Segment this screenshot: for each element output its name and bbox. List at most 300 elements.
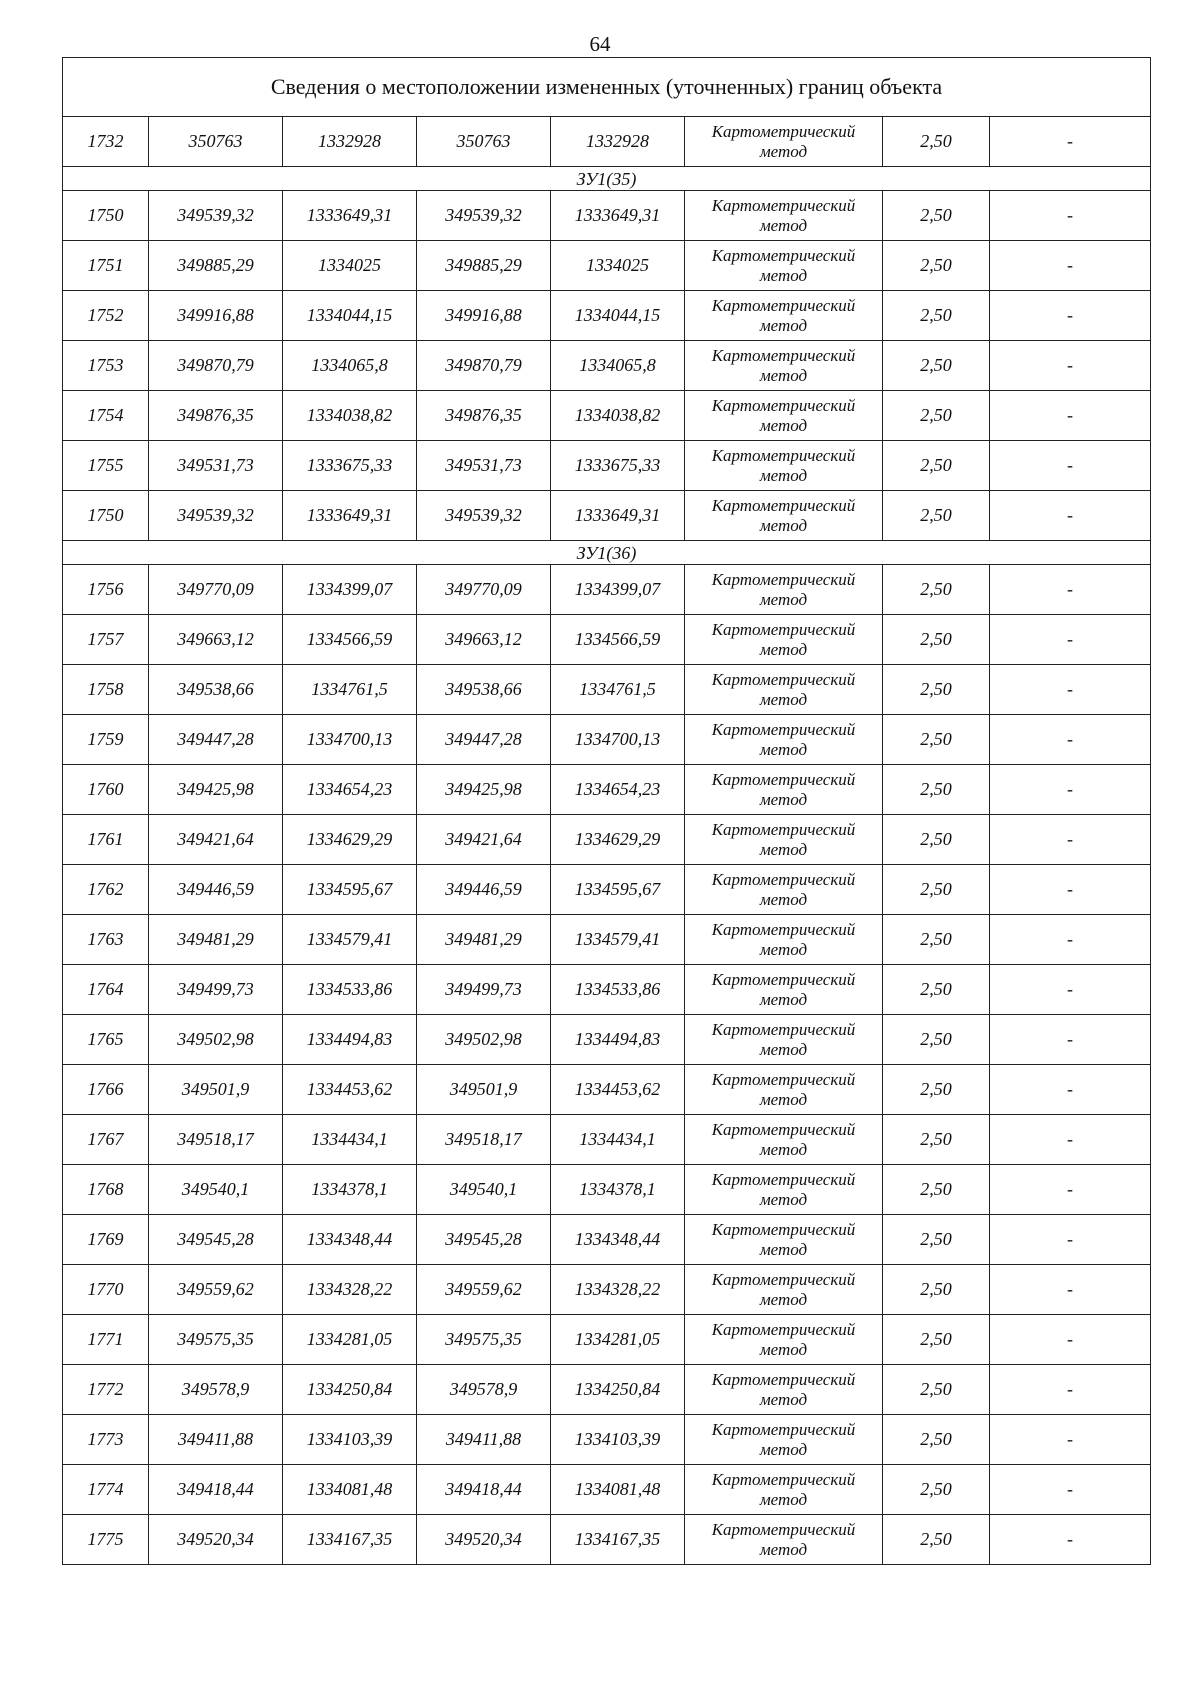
new-x-cell: 349885,29 xyxy=(417,241,551,291)
method-cell xyxy=(685,715,883,765)
table-row xyxy=(63,1415,1151,1465)
method-cell xyxy=(685,491,883,541)
description-cell: - xyxy=(990,865,1151,915)
point-number-cell: 1759 xyxy=(63,715,149,765)
new-x-cell: 349539,32 xyxy=(417,491,551,541)
new-x-cell: 350763 xyxy=(417,117,551,167)
new-x-cell: 349531,73 xyxy=(417,441,551,491)
old-y-cell: 1334533,86 xyxy=(283,965,417,1015)
method-cell xyxy=(685,117,883,167)
old-y-cell: 1334453,62 xyxy=(283,1065,417,1115)
new-y-cell: 1334453,62 xyxy=(551,1065,685,1115)
new-x-cell: 349520,34 xyxy=(417,1515,551,1565)
new-x-cell: 349446,59 xyxy=(417,865,551,915)
section-row xyxy=(63,167,1151,191)
accuracy-cell: 2,50 xyxy=(883,965,990,1015)
accuracy-cell: 2,50 xyxy=(883,715,990,765)
new-x-cell: 349870,79 xyxy=(417,341,551,391)
method-text-line: метод xyxy=(759,1289,808,1309)
method-text-line: метод xyxy=(759,265,808,285)
old-x-cell: 349499,73 xyxy=(149,965,283,1015)
old-y-cell: 1334065,8 xyxy=(283,341,417,391)
table-row xyxy=(63,1015,1151,1065)
point-number-cell: 1768 xyxy=(63,1165,149,1215)
method-text-line: Картометрический xyxy=(711,969,856,989)
method-cell xyxy=(685,1365,883,1415)
table-row xyxy=(63,615,1151,665)
old-y-cell: 1334566,59 xyxy=(283,615,417,665)
method-text-line: метод xyxy=(759,1489,808,1509)
description-cell: - xyxy=(990,815,1151,865)
method-text-line: Картометрический xyxy=(711,195,856,215)
table-row xyxy=(63,1065,1151,1115)
accuracy-cell: 2,50 xyxy=(883,1015,990,1065)
method-text-line: Картометрический xyxy=(711,819,856,839)
description-cell: - xyxy=(990,965,1151,1015)
new-x-cell: 349421,64 xyxy=(417,815,551,865)
page-number: 64 xyxy=(589,32,611,56)
point-number-cell: 1750 xyxy=(63,491,149,541)
method-text-line: метод xyxy=(759,839,808,859)
point-number-cell: 1761 xyxy=(63,815,149,865)
table-row xyxy=(63,965,1151,1015)
method-text-line: Картометрический xyxy=(711,919,856,939)
method-cell xyxy=(685,1165,883,1215)
new-x-cell: 349425,98 xyxy=(417,765,551,815)
description-cell: - xyxy=(990,291,1151,341)
accuracy-cell: 2,50 xyxy=(883,865,990,915)
old-y-cell: 1334399,07 xyxy=(283,565,417,615)
old-x-cell: 349916,88 xyxy=(149,291,283,341)
table-title-row xyxy=(63,58,1151,117)
new-x-cell: 349578,9 xyxy=(417,1365,551,1415)
method-text-line: метод xyxy=(759,639,808,659)
method-cell xyxy=(685,1315,883,1365)
table-row xyxy=(63,341,1151,391)
method-text-line: Картометрический xyxy=(711,345,856,365)
accuracy-cell: 2,50 xyxy=(883,117,990,167)
accuracy-cell: 2,50 xyxy=(883,1165,990,1215)
section-row xyxy=(63,541,1151,565)
table-row xyxy=(63,1315,1151,1365)
method-cell xyxy=(685,565,883,615)
description-cell: - xyxy=(990,1415,1151,1465)
old-y-cell: 1333649,31 xyxy=(283,191,417,241)
method-text-line: метод xyxy=(759,739,808,759)
description-cell: - xyxy=(990,241,1151,291)
description-cell: - xyxy=(990,1365,1151,1415)
accuracy-cell: 2,50 xyxy=(883,915,990,965)
method-text-line: Картометрический xyxy=(711,395,856,415)
method-cell xyxy=(685,1265,883,1315)
old-x-cell: 349876,35 xyxy=(149,391,283,441)
table-row xyxy=(63,1465,1151,1515)
method-text-line: метод xyxy=(759,365,808,385)
accuracy-cell: 2,50 xyxy=(883,1215,990,1265)
accuracy-cell: 2,50 xyxy=(883,765,990,815)
new-y-cell: 1334038,82 xyxy=(551,391,685,441)
table-row xyxy=(63,565,1151,615)
accuracy-cell: 2,50 xyxy=(883,1315,990,1365)
accuracy-cell: 2,50 xyxy=(883,665,990,715)
old-y-cell: 1334348,44 xyxy=(283,1215,417,1265)
old-x-cell: 349447,28 xyxy=(149,715,283,765)
method-cell xyxy=(685,1215,883,1265)
old-y-cell: 1334579,41 xyxy=(283,915,417,965)
old-x-cell: 349538,66 xyxy=(149,665,283,715)
method-text-line: метод xyxy=(759,215,808,235)
method-text-line: метод xyxy=(759,1389,808,1409)
new-y-cell: 1334025 xyxy=(551,241,685,291)
point-number-cell: 1770 xyxy=(63,1265,149,1315)
old-x-cell: 349575,35 xyxy=(149,1315,283,1365)
description-cell: - xyxy=(990,441,1151,491)
method-text-line: метод xyxy=(759,1139,808,1159)
old-y-cell: 1334025 xyxy=(283,241,417,291)
point-number-cell: 1753 xyxy=(63,341,149,391)
accuracy-cell: 2,50 xyxy=(883,291,990,341)
point-number-cell: 1750 xyxy=(63,191,149,241)
point-number-cell: 1774 xyxy=(63,1465,149,1515)
method-text-line: метод xyxy=(759,939,808,959)
new-y-cell: 1334103,39 xyxy=(551,1415,685,1465)
method-text-line: метод xyxy=(759,415,808,435)
description-cell: - xyxy=(990,1515,1151,1565)
old-x-cell: 349663,12 xyxy=(149,615,283,665)
method-text-line: метод xyxy=(759,789,808,809)
new-y-cell: 1334629,29 xyxy=(551,815,685,865)
old-x-cell: 349559,62 xyxy=(149,1265,283,1315)
accuracy-cell: 2,50 xyxy=(883,565,990,615)
method-text-line: Картометрический xyxy=(711,1169,856,1189)
table-row xyxy=(63,765,1151,815)
method-text-line: метод xyxy=(759,1539,808,1559)
method-text-line: Картометрический xyxy=(711,1469,856,1489)
description-cell: - xyxy=(990,341,1151,391)
table-row xyxy=(63,241,1151,291)
method-text-line: метод xyxy=(759,1339,808,1359)
table-row xyxy=(63,815,1151,865)
method-text-line: метод xyxy=(759,1039,808,1059)
accuracy-cell: 2,50 xyxy=(883,1365,990,1415)
method-cell xyxy=(685,1015,883,1065)
new-y-cell: 1334167,35 xyxy=(551,1515,685,1565)
old-x-cell: 349885,29 xyxy=(149,241,283,291)
description-cell: - xyxy=(990,1315,1151,1365)
new-y-cell: 1334494,83 xyxy=(551,1015,685,1065)
accuracy-cell: 2,50 xyxy=(883,815,990,865)
point-number-cell: 1762 xyxy=(63,865,149,915)
method-text-line: Картометрический xyxy=(711,1069,856,1089)
method-text-line: Картометрический xyxy=(711,669,856,689)
new-y-cell: 1333675,33 xyxy=(551,441,685,491)
old-y-cell: 1334167,35 xyxy=(283,1515,417,1565)
table-row xyxy=(63,865,1151,915)
point-number-cell: 1775 xyxy=(63,1515,149,1565)
description-cell: - xyxy=(990,565,1151,615)
old-x-cell: 349481,29 xyxy=(149,915,283,965)
new-x-cell: 349481,29 xyxy=(417,915,551,965)
old-x-cell: 349418,44 xyxy=(149,1465,283,1515)
description-cell: - xyxy=(990,491,1151,541)
description-cell: - xyxy=(990,1465,1151,1515)
description-cell: - xyxy=(990,765,1151,815)
method-text-line: Картометрический xyxy=(711,295,856,315)
old-y-cell: 1334761,5 xyxy=(283,665,417,715)
old-y-cell: 1334434,1 xyxy=(283,1115,417,1165)
description-cell: - xyxy=(990,665,1151,715)
old-y-cell: 1334038,82 xyxy=(283,391,417,441)
method-text-line: Картометрический xyxy=(711,869,856,889)
description-cell: - xyxy=(990,1015,1151,1065)
old-y-cell: 1333675,33 xyxy=(283,441,417,491)
old-y-cell: 1334654,23 xyxy=(283,765,417,815)
method-text-line: Картометрический xyxy=(711,569,856,589)
method-text-line: Картометрический xyxy=(711,1319,856,1339)
method-text-line: метод xyxy=(759,515,808,535)
accuracy-cell: 2,50 xyxy=(883,241,990,291)
old-y-cell: 1333649,31 xyxy=(283,491,417,541)
new-y-cell: 1332928 xyxy=(551,117,685,167)
point-number-cell: 1766 xyxy=(63,1065,149,1115)
old-y-cell: 1334081,48 xyxy=(283,1465,417,1515)
table-row xyxy=(63,915,1151,965)
point-number-cell: 1751 xyxy=(63,241,149,291)
old-y-cell: 1334044,15 xyxy=(283,291,417,341)
table-row xyxy=(63,1365,1151,1415)
point-number-cell: 1755 xyxy=(63,441,149,491)
method-cell xyxy=(685,665,883,715)
method-text-line: Картометрический xyxy=(711,769,856,789)
method-text-line: метод xyxy=(759,1189,808,1209)
method-cell xyxy=(685,391,883,441)
new-y-cell: 1334399,07 xyxy=(551,565,685,615)
table-body xyxy=(63,58,1151,1565)
old-y-cell: 1334328,22 xyxy=(283,1265,417,1315)
old-y-cell: 1334103,39 xyxy=(283,1415,417,1465)
new-y-cell: 1333649,31 xyxy=(551,491,685,541)
old-x-cell: 349770,09 xyxy=(149,565,283,615)
method-text-line: метод xyxy=(759,465,808,485)
method-text-line: Картометрический xyxy=(711,1419,856,1439)
old-x-cell: 349502,98 xyxy=(149,1015,283,1065)
method-text-line: метод xyxy=(759,1439,808,1459)
accuracy-cell: 2,50 xyxy=(883,1465,990,1515)
method-text-line: Картометрический xyxy=(711,719,856,739)
table-row xyxy=(63,491,1151,541)
old-y-cell: 1334281,05 xyxy=(283,1315,417,1365)
table-row xyxy=(63,665,1151,715)
old-x-cell: 349520,34 xyxy=(149,1515,283,1565)
description-cell: - xyxy=(990,117,1151,167)
old-y-cell: 1332928 xyxy=(283,117,417,167)
old-x-cell: 349539,32 xyxy=(149,491,283,541)
old-y-cell: 1334378,1 xyxy=(283,1165,417,1215)
accuracy-cell: 2,50 xyxy=(883,341,990,391)
old-x-cell: 349539,32 xyxy=(149,191,283,241)
new-x-cell: 349499,73 xyxy=(417,965,551,1015)
new-x-cell: 349540,1 xyxy=(417,1165,551,1215)
method-cell xyxy=(685,1065,883,1115)
point-number-cell: 1756 xyxy=(63,565,149,615)
method-text-line: Картометрический xyxy=(711,1369,856,1389)
method-text-line: метод xyxy=(759,689,808,709)
new-y-cell: 1334044,15 xyxy=(551,291,685,341)
new-x-cell: 349916,88 xyxy=(417,291,551,341)
new-y-cell: 1333649,31 xyxy=(551,191,685,241)
method-text-line: Картометрический xyxy=(711,445,856,465)
table-row xyxy=(63,117,1151,167)
method-text-line: Картометрический xyxy=(711,1019,856,1039)
new-y-cell: 1334434,1 xyxy=(551,1115,685,1165)
old-x-cell: 349446,59 xyxy=(149,865,283,915)
table-row xyxy=(63,291,1151,341)
new-x-cell: 349418,44 xyxy=(417,1465,551,1515)
new-x-cell: 349411,88 xyxy=(417,1415,551,1465)
accuracy-cell: 2,50 xyxy=(883,1515,990,1565)
point-number-cell: 1765 xyxy=(63,1015,149,1065)
table-row xyxy=(63,1115,1151,1165)
old-x-cell: 349531,73 xyxy=(149,441,283,491)
method-cell xyxy=(685,1465,883,1515)
old-y-cell: 1334494,83 xyxy=(283,1015,417,1065)
old-y-cell: 1334595,67 xyxy=(283,865,417,915)
new-x-cell: 349876,35 xyxy=(417,391,551,441)
new-y-cell: 1334533,86 xyxy=(551,965,685,1015)
new-x-cell: 349545,28 xyxy=(417,1215,551,1265)
new-y-cell: 1334378,1 xyxy=(551,1165,685,1215)
method-text-line: Картометрический xyxy=(711,121,856,141)
table-row xyxy=(63,1515,1151,1565)
section-label: ЗУ1(36) xyxy=(63,541,1151,565)
method-cell xyxy=(685,441,883,491)
description-cell: - xyxy=(990,1115,1151,1165)
point-number-cell: 1732 xyxy=(63,117,149,167)
method-text-line: метод xyxy=(759,989,808,1009)
old-x-cell: 349421,64 xyxy=(149,815,283,865)
table-row xyxy=(63,715,1151,765)
old-x-cell: 349578,9 xyxy=(149,1365,283,1415)
point-number-cell: 1757 xyxy=(63,615,149,665)
method-cell xyxy=(685,915,883,965)
new-y-cell: 1334281,05 xyxy=(551,1315,685,1365)
method-text-line: Картометрический xyxy=(711,1269,856,1289)
table-title: Сведения о местоположении измененных (уточненных) границ объекта xyxy=(63,58,1151,117)
accuracy-cell: 2,50 xyxy=(883,1115,990,1165)
old-x-cell: 349545,28 xyxy=(149,1215,283,1265)
method-cell xyxy=(685,291,883,341)
accuracy-cell: 2,50 xyxy=(883,1065,990,1115)
new-y-cell: 1334654,23 xyxy=(551,765,685,815)
method-text-line: Картометрический xyxy=(711,619,856,639)
new-y-cell: 1334566,59 xyxy=(551,615,685,665)
new-y-cell: 1334250,84 xyxy=(551,1365,685,1415)
method-cell xyxy=(685,241,883,291)
point-number-cell: 1767 xyxy=(63,1115,149,1165)
method-text-line: метод xyxy=(759,315,808,335)
accuracy-cell: 2,50 xyxy=(883,1415,990,1465)
table-row xyxy=(63,391,1151,441)
method-cell xyxy=(685,765,883,815)
method-text-line: метод xyxy=(759,141,808,161)
accuracy-cell: 2,50 xyxy=(883,191,990,241)
method-text-line: Картометрический xyxy=(711,1119,856,1139)
table-row xyxy=(63,1265,1151,1315)
method-cell xyxy=(685,191,883,241)
point-number-cell: 1752 xyxy=(63,291,149,341)
point-number-cell: 1760 xyxy=(63,765,149,815)
new-x-cell: 349663,12 xyxy=(417,615,551,665)
method-cell xyxy=(685,815,883,865)
point-number-cell: 1769 xyxy=(63,1215,149,1265)
old-x-cell: 349411,88 xyxy=(149,1415,283,1465)
method-cell xyxy=(685,865,883,915)
method-cell xyxy=(685,615,883,665)
table-row xyxy=(63,1215,1151,1265)
new-x-cell: 349518,17 xyxy=(417,1115,551,1165)
accuracy-cell: 2,50 xyxy=(883,615,990,665)
new-x-cell: 349538,66 xyxy=(417,665,551,715)
boundary-coordinates-table xyxy=(62,57,1151,1565)
point-number-cell: 1763 xyxy=(63,915,149,965)
section-label: ЗУ1(35) xyxy=(63,167,1151,191)
method-text-line: метод xyxy=(759,589,808,609)
method-cell xyxy=(685,1415,883,1465)
point-number-cell: 1773 xyxy=(63,1415,149,1465)
new-y-cell: 1334761,5 xyxy=(551,665,685,715)
new-x-cell: 349559,62 xyxy=(417,1265,551,1315)
method-text-line: Картометрический xyxy=(711,1519,856,1539)
method-text-line: метод xyxy=(759,1089,808,1109)
description-cell: - xyxy=(990,1215,1151,1265)
description-cell: - xyxy=(990,1065,1151,1115)
old-y-cell: 1334700,13 xyxy=(283,715,417,765)
method-cell xyxy=(685,965,883,1015)
accuracy-cell: 2,50 xyxy=(883,391,990,441)
old-x-cell: 349425,98 xyxy=(149,765,283,815)
table-row xyxy=(63,191,1151,241)
new-y-cell: 1334595,67 xyxy=(551,865,685,915)
table-row xyxy=(63,1165,1151,1215)
old-x-cell: 349518,17 xyxy=(149,1115,283,1165)
new-x-cell: 349502,98 xyxy=(417,1015,551,1065)
point-number-cell: 1771 xyxy=(63,1315,149,1365)
method-text-line: метод xyxy=(759,1239,808,1259)
description-cell: - xyxy=(990,391,1151,441)
method-cell xyxy=(685,1515,883,1565)
point-number-cell: 1764 xyxy=(63,965,149,1015)
method-text-line: Картометрический xyxy=(711,245,856,265)
point-number-cell: 1758 xyxy=(63,665,149,715)
accuracy-cell: 2,50 xyxy=(883,441,990,491)
new-y-cell: 1334579,41 xyxy=(551,915,685,965)
description-cell: - xyxy=(990,191,1151,241)
point-number-cell: 1772 xyxy=(63,1365,149,1415)
new-y-cell: 1334348,44 xyxy=(551,1215,685,1265)
accuracy-cell: 2,50 xyxy=(883,1265,990,1315)
new-x-cell: 349447,28 xyxy=(417,715,551,765)
new-y-cell: 1334065,8 xyxy=(551,341,685,391)
new-y-cell: 1334328,22 xyxy=(551,1265,685,1315)
description-cell: - xyxy=(990,1265,1151,1315)
old-x-cell: 349501,9 xyxy=(149,1065,283,1115)
method-text-line: Картометрический xyxy=(711,495,856,515)
new-y-cell: 1334081,48 xyxy=(551,1465,685,1515)
new-x-cell: 349539,32 xyxy=(417,191,551,241)
method-text-line: Картометрический xyxy=(711,1219,856,1239)
new-x-cell: 349770,09 xyxy=(417,565,551,615)
old-y-cell: 1334250,84 xyxy=(283,1365,417,1415)
